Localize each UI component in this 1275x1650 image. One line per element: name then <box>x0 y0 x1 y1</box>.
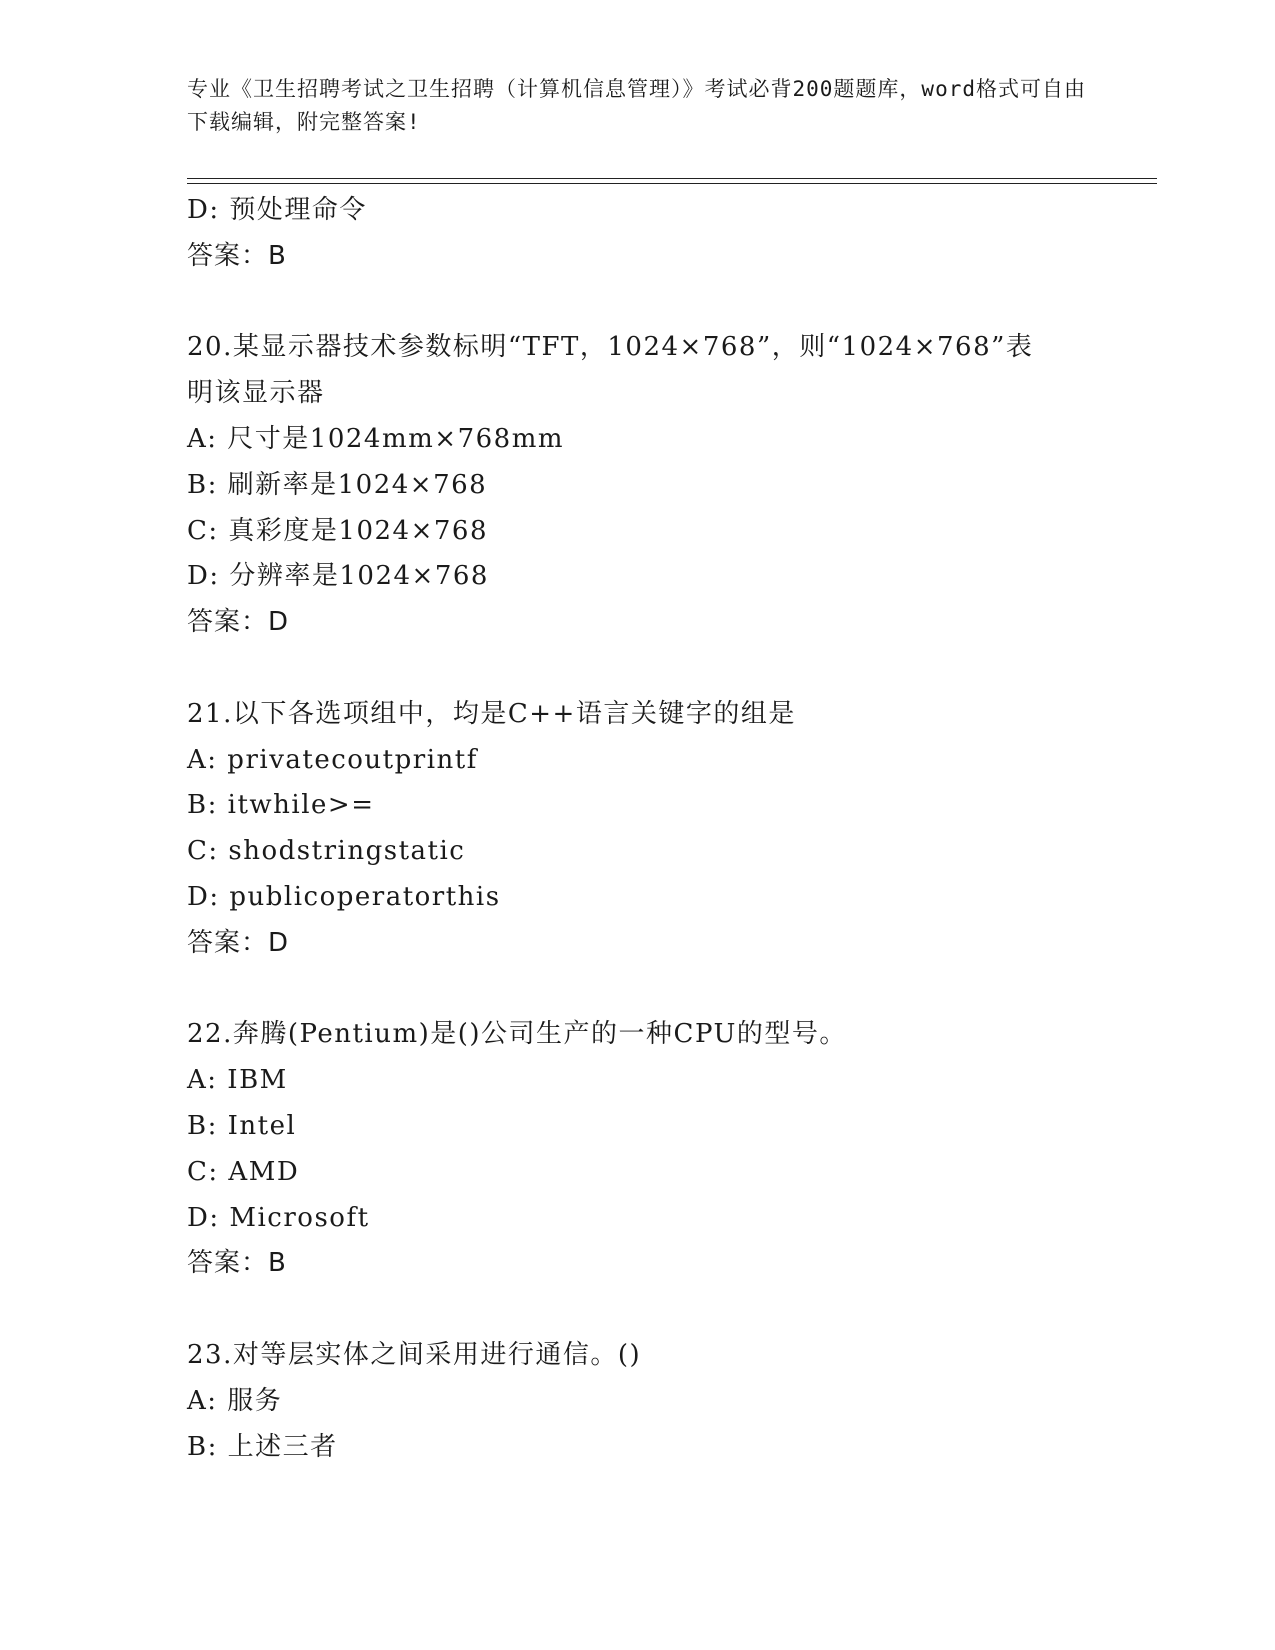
q21-option-c: C: shodstringstatic <box>187 836 466 867</box>
q20-option-b: B: 刷新率是1024×768 <box>187 469 488 500</box>
q21-option-b: B: itwhile>= <box>187 790 375 821</box>
q21-option-a: A: privatecoutprintf <box>187 744 478 775</box>
q19-option-d: D: 预处理命令 <box>187 195 367 225</box>
q22-option-c: C: AMD <box>187 1156 300 1187</box>
q23-option-b: B: 上述三者 <box>187 1431 338 1462</box>
q20-option-a: A: 尺寸是1024mm×768mm <box>187 423 564 454</box>
q22-answer: 答案：B <box>187 1248 287 1279</box>
q20-stem-line-2: 明该显示器 <box>187 378 325 409</box>
q19-answer: 答案：B <box>187 240 287 271</box>
q20-answer: 答案：D <box>187 607 290 638</box>
header-divider-top <box>187 178 1157 179</box>
document-header: 专业《卫生招聘考试之卫生招聘（计算机信息管理）》考试必背200题题库，word格式可自由下载编辑，附完整答案! <box>187 77 1086 134</box>
q21-answer: 答案：D <box>187 927 290 958</box>
q21-option-d: D: publicoperatorthis <box>187 881 501 912</box>
q23-stem: 23.对等层实体之间采用进行通信。() <box>187 1339 642 1370</box>
header-divider-bottom <box>187 183 1157 184</box>
q20-option-d: D: 分辨率是1024×768 <box>187 561 489 592</box>
q22-option-d: D: Microsoft <box>187 1202 370 1233</box>
q21-stem: 21.以下各选项组中，均是C++语言关键字的组是 <box>187 698 796 729</box>
q22-option-a: A: IBM <box>187 1065 288 1096</box>
question-list <box>187 188 1157 1470</box>
q22-option-b: B: Intel <box>187 1110 297 1141</box>
q20-stem-line-1: 20.某显示器技术参数标明“TFT，1024×768”，则“1024×768”表 <box>187 332 1034 363</box>
q20-option-c: C: 真彩度是1024×768 <box>187 515 488 546</box>
q23-option-a: A: 服务 <box>187 1385 283 1416</box>
q22-stem: 22.奔腾(Pentium)是()公司生产的一种CPU的型号。 <box>187 1019 847 1050</box>
